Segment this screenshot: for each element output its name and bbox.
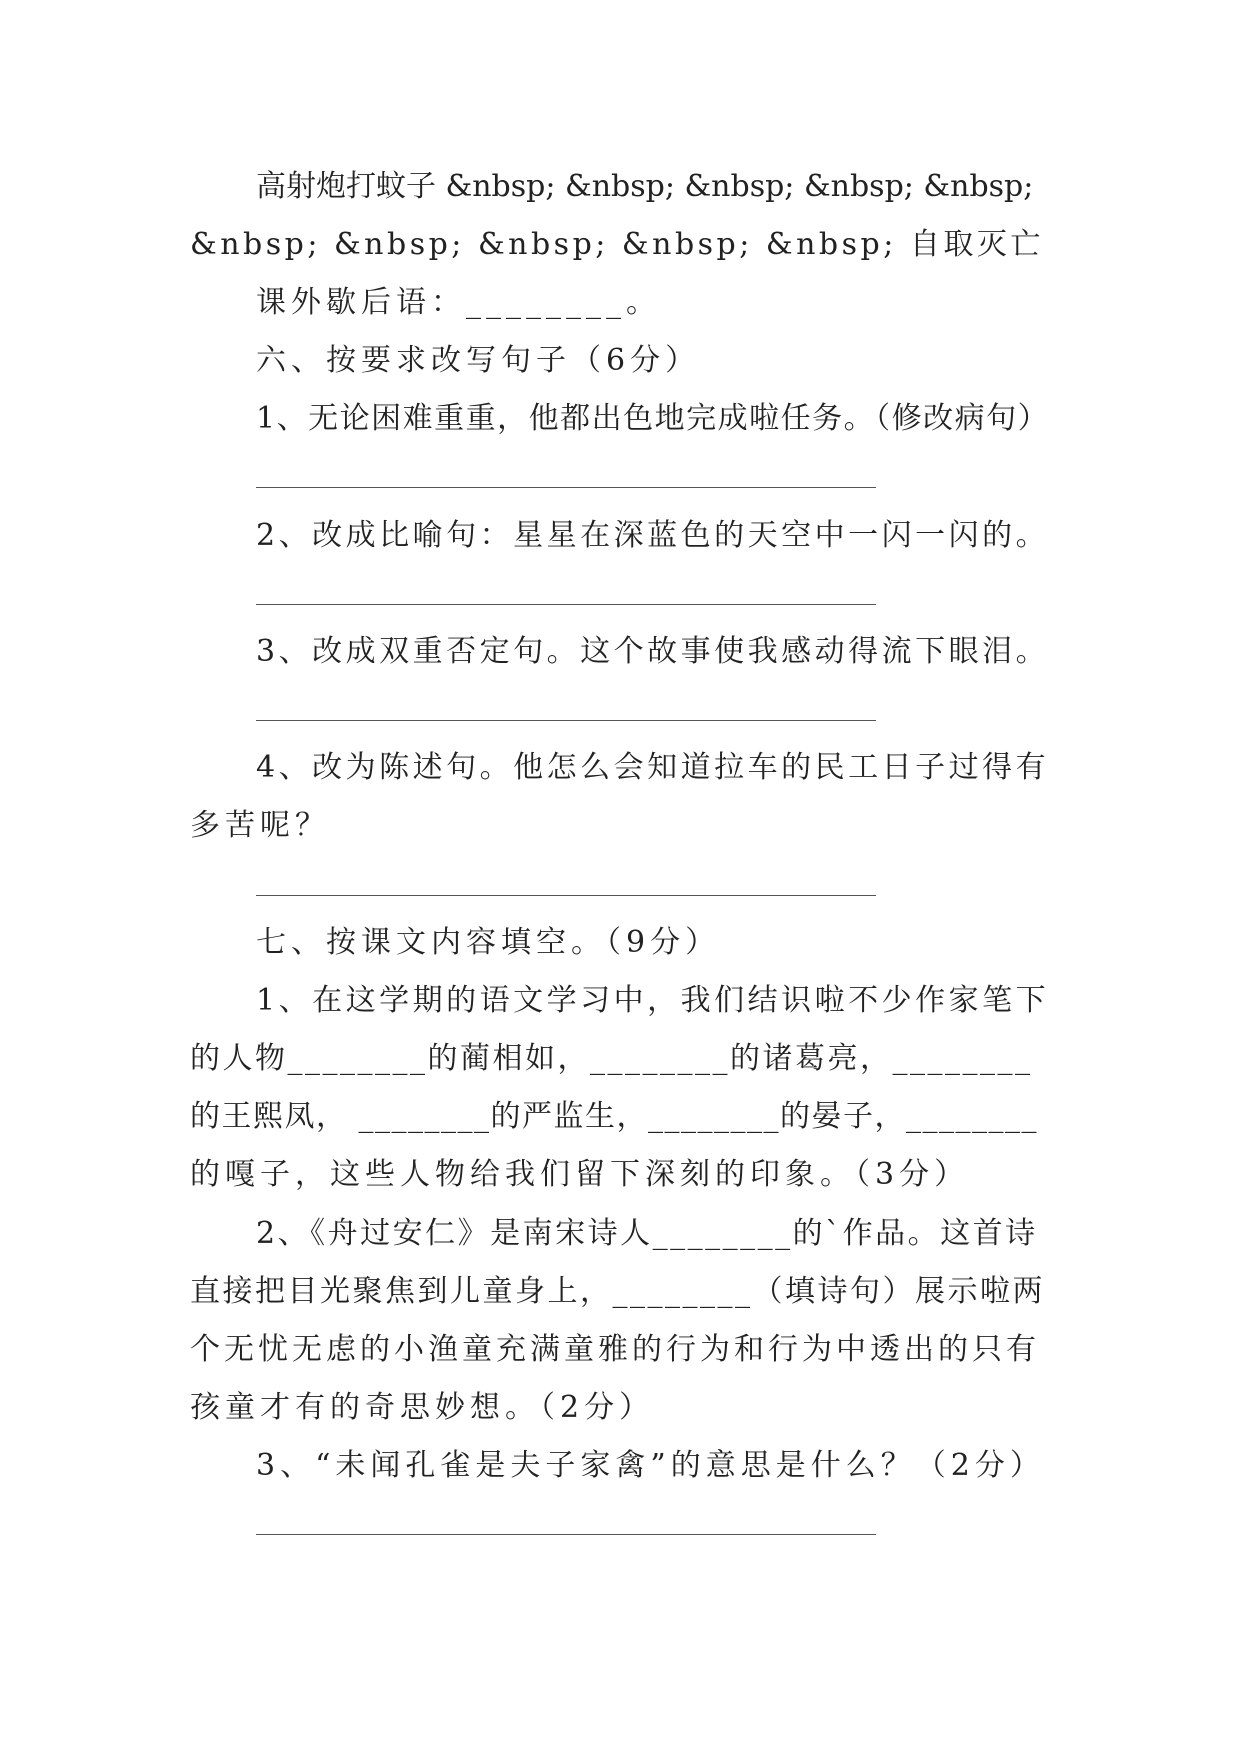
question-6-3: 3、改成双重否定句。这个故事使我感动得流下眼泪。: [256, 634, 1050, 669]
question-6-2: 2、改成比喻句：星星在深蓝色的天空中一闪一闪的。: [256, 518, 1050, 553]
question-7-1-line-3: 的王熙凤， ________的严监生，________的晏子，________: [190, 1099, 1039, 1134]
answer-line-6-1: [256, 487, 876, 488]
question-6-1: 1、无论困难重重，他都出色地完成啦任务。（修改病句）: [256, 401, 1050, 436]
answer-line-7-3: [256, 1534, 876, 1535]
question-7-1-line-2: 的人物________的蔺相如，________的诸葛亮，________: [190, 1041, 1033, 1076]
idiom-line-1: 高射炮打蚊子 &nbsp; &nbsp; &nbsp; &nbsp; &nbsp;: [256, 169, 1034, 204]
section-7-heading: 七、按课文内容填空。（9分）: [256, 925, 721, 960]
extra-idiom-line: 课外歇后语：________。: [256, 285, 661, 320]
question-7-2-line-1: 2、《舟过安仁》是南宋诗人________的`作品。这首诗: [256, 1216, 1038, 1251]
answer-line-6-3: [256, 720, 876, 721]
answer-line-6-4: [256, 895, 876, 896]
question-6-4-line-2: 多苦呢？: [190, 808, 330, 843]
question-7-2-line-3: 个无忧无虑的小渔童充满童雅的行为和行为中透出的只有: [190, 1332, 1040, 1367]
question-7-2-line-2: 直接把目光聚焦到儿童身上，________（填诗句）展示啦两: [190, 1274, 1045, 1309]
question-6-4-line-1: 4、改为陈述句。他怎么会知道拉车的民工日子过得有: [256, 750, 1050, 785]
section-6-heading: 六、按要求改写句子（6分）: [256, 343, 701, 378]
question-7-3: 3、“未闻孔雀是夫子家禽”的意思是什么？（2分）: [256, 1448, 1045, 1483]
idiom-line-2: &nbsp; &nbsp; &nbsp; &nbsp; &nbsp; 自取灭亡: [190, 227, 1044, 262]
answer-line-6-2: [256, 604, 876, 605]
question-7-1-line-1: 1、在这学期的语文学习中，我们结识啦不少作家笔下: [256, 983, 1050, 1018]
question-7-1-line-4: 的嘎子，这些人物给我们留下深刻的印象。（3分）: [190, 1157, 970, 1192]
question-7-2-line-4: 孩童才有的奇思妙想。（2分）: [190, 1390, 655, 1425]
